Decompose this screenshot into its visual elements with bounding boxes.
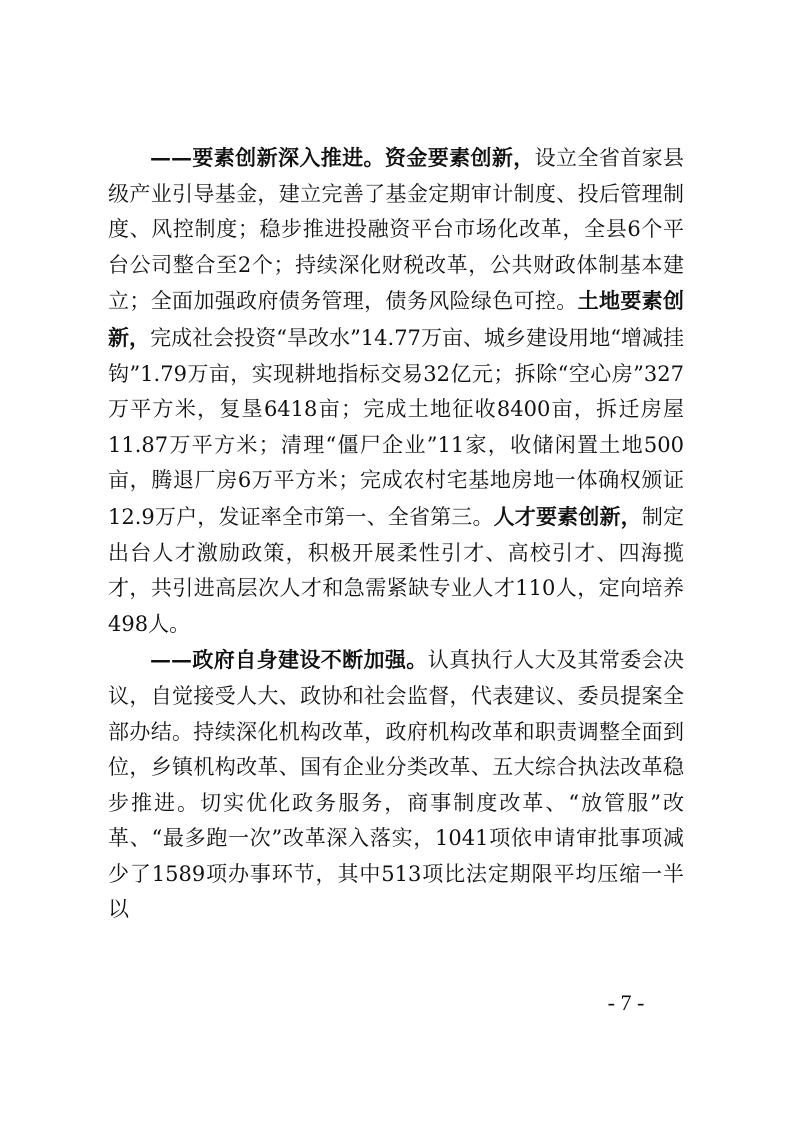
paragraph-elements-innovation xyxy=(108,140,684,642)
page-number: - 7 - xyxy=(607,990,645,1015)
heading-government-building: ——政府自身建设不断加强。 xyxy=(150,647,428,673)
heading-land-elements: 土地要素创新， xyxy=(108,288,685,350)
paragraph-government-building xyxy=(108,642,684,928)
body-text xyxy=(108,140,684,928)
text-talent-elements: 制定出台人才激励政策，积极开展柔性引才、高校引才、四海揽才，共引进高层次人才和急需紧缺专业人才110人，定向培养498人。 xyxy=(108,504,684,636)
heading-talent-elements: 人才要素创新， xyxy=(493,503,642,529)
heading-elements-innovation: ——要素创新深入推进。资金要素创新， xyxy=(150,145,535,170)
text-land-elements: 完成社会投资“旱改水”14.77万亩、城乡建设用地“增减挂钩”1.79万亩，实现耕地指标交易32亿元；拆除“空心房”327万平方米，复垦6418亩；完成土地征收8400亩，拆迁房屋11.87万平方米；清理“僵尸企业”11家，收储闲置土地500亩，腾退厂房6万平方米；完成农村宅基地房地一体确权颁证12.9万户，发证率全市第一、全省第三。 xyxy=(108,325,685,529)
text-government-building: 认真执行人大及其常委会决议，自觉接受人大、政协和社会监督，代表建议、委员提案全部办结。持续深化机构改革，政府机构改革和职责调整全面到位，乡镇机构改革、国有企业分类改革、五大综合执法改革稳步推进。切实优化政务服务，商事制度改革、“放管服”改革、“最多跑一次”改革深入落实，1041项依申请审批事项减少了1589项办事环节，其中513项比法定期限平均压缩一半以 xyxy=(108,648,685,922)
text-capital-elements: 设立全省首家县级产业引导基金，建立完善了基金定期审计制度、投后管理制度、风控制度；稳步推进投融资平台市场化改革，全县6个平台公司整合至2个；持续深化财税改革，公共财政体制基本建立；全面加强政府债务管理，债务风险绿色可控。 xyxy=(108,146,685,314)
